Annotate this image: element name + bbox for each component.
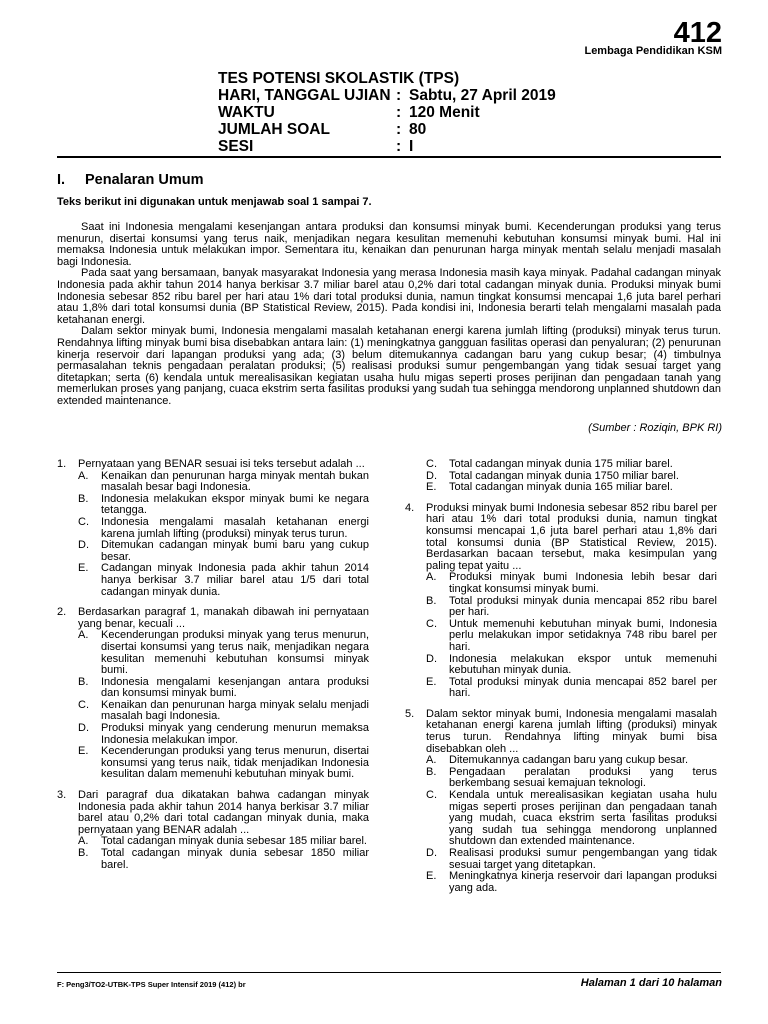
answer-option[interactable] <box>78 700 369 723</box>
answer-option[interactable] <box>426 619 717 654</box>
option-text: Kenaikan dan penurunan harga minyak selalu menjadi masalah bagi Indonesia. <box>101 698 369 723</box>
answer-option[interactable] <box>78 746 369 781</box>
question-stem: Berdasarkan paragraf 1, manakah dibawah ini pernyataan yang benar, kecuali ... <box>78 606 369 630</box>
page-indicator: Halaman 1 dari 10 halaman <box>580 977 722 989</box>
option-letter: A. <box>78 835 89 848</box>
answer-option[interactable] <box>78 471 369 494</box>
option-letter: B. <box>426 765 437 778</box>
option-list <box>78 836 369 871</box>
exam-info-key: WAKTU <box>218 104 275 121</box>
option-letter: E. <box>78 745 89 758</box>
option-text: Total produksi minyak dunia mencapai 852 barel per hari. <box>449 675 717 700</box>
option-text: Untuk memenuhi kebutuhan minyak bumi, Indonesia perlu melakukan impor setidaknya 748 ribu barel per hari. <box>449 617 717 653</box>
option-letter: B. <box>78 492 89 505</box>
exam-info-row <box>218 87 728 104</box>
option-letter: D. <box>426 847 437 859</box>
option-letter: B. <box>426 594 437 607</box>
option-letter: B. <box>78 675 89 688</box>
questions-left-column <box>57 459 369 880</box>
exam-info-row <box>218 104 728 121</box>
question-number: 5. <box>405 707 415 720</box>
option-text: Kecenderungan produksi minyak yang terus menurun, disertai konsumsi yang terus naik, menjadikan negara kesulitan memenuhi kebutuhan konsumsi minyak bumi. <box>101 629 369 677</box>
exam-info-value: I <box>409 138 414 155</box>
question-3 <box>57 790 369 871</box>
option-text: Kecenderungan produksi yang terus menurun, disertai konsumsi yang terus naik, tidak menjadikan Indonesia kesulitan dalam memenuhi kebutuhan minyak bumi. <box>101 745 369 781</box>
question-stem: Pernyataan yang BENAR sesuai isi teks tersebut adalah ... <box>78 458 365 470</box>
exam-info-value: 120 Menit <box>409 104 480 121</box>
question-stem: Dari paragraf dua dikatakan bahwa cadangan minyak Indonesia pada akhir tahun 2014 hanya berkisar 3.7 miliar barel atau 0,2% dari total cadangan minyak dunia, maka pernyataan yang BENAR adalah ... <box>78 789 369 836</box>
question-5 <box>405 709 717 895</box>
option-letter: E. <box>426 481 437 494</box>
option-text: Produksi minyak bumi Indonesia lebih besar dari tingkat konsumsi minyak bumi. <box>449 571 717 595</box>
answer-option[interactable] <box>426 871 717 894</box>
question-number: 1. <box>57 458 67 470</box>
question-1 <box>57 459 369 598</box>
answer-option[interactable] <box>78 630 369 676</box>
exam-info-key: JUMLAH SOAL <box>218 121 330 138</box>
passage-source: (Sumber : Roziqin, BPK RI) <box>588 422 722 434</box>
answer-option[interactable] <box>426 677 717 700</box>
exam-info-key: SESI <box>218 138 254 155</box>
option-text: Cadangan minyak Indonesia pada akhir tahun 2014 hanya berkisar 3.7 miliar barel atau 1/5 dari total cadangan minyak dunia. <box>101 562 369 598</box>
option-text: Indonesia melakukan ekspor untuk memenuhi kebutuhan minyak dunia. <box>449 652 717 677</box>
option-text: Total cadangan minyak dunia sebesar 1850 miliar barel. <box>101 847 369 871</box>
question-4 <box>405 503 717 700</box>
exam-title: TES POTENSI SKOLASTIK (TPS) <box>218 70 460 87</box>
exam-info-row <box>218 138 728 155</box>
answer-option[interactable] <box>78 517 369 540</box>
option-list <box>426 459 717 494</box>
option-text: Produksi minyak yang cenderung menurun memaksa Indonesia melakukan impor. <box>101 722 369 746</box>
option-letter: A. <box>78 629 89 642</box>
option-letter: E. <box>78 562 89 575</box>
option-letter: D. <box>426 469 437 482</box>
section-title: Penalaran Umum <box>85 172 204 188</box>
option-letter: C. <box>426 789 437 802</box>
exam-info-key: HARI, TANGGAL UJIAN <box>218 87 391 104</box>
exam-info-colon: : <box>396 87 402 104</box>
question-number: 4. <box>405 501 415 514</box>
exam-info-row <box>218 121 728 138</box>
option-letter: C. <box>426 458 437 470</box>
option-text: Ditemukan cadangan minyak bumi baru yang cukup besar. <box>101 539 369 563</box>
option-text: Kendala untuk merealisasikan kegiatan usaha hulu migas seperti proses perijinan dan pengadaan tanah yang mudah, cuaca ekstrim serta fasilitas produksi yang sudah tua sehingga mendorong unplanned shutdown dan extended maintenance. <box>449 789 717 848</box>
header-divider <box>57 156 721 158</box>
question-stem: Produksi minyak bumi Indonesia sebesar 852 ribu barel per hari atau 1% dari total produksi dunia, namun tingkat konsumsi mencapai 1,6 juta barel perhari atau 1,8% dari total konsumsi dunia (BP Statistical Review, 2015). Berdasarkan bacaan tersebut, maka kesimpulan yang paling tepat yaitu ... <box>426 501 717 572</box>
answer-option[interactable] <box>426 654 717 677</box>
option-text: Indonesia mengalami masalah ketahanan energi karena jumlah lifting (produksi) minyak terus turun. <box>101 515 369 540</box>
answer-option[interactable] <box>78 677 369 700</box>
option-text: Indonesia melakukan ekspor minyak bumi ke negara tetangga. <box>101 492 369 517</box>
document-code: 412 <box>673 17 722 49</box>
option-letter: A. <box>426 754 437 767</box>
option-list <box>78 471 369 599</box>
institution-name: Lembaga Pendidikan KSM <box>584 45 722 57</box>
section-heading <box>57 172 203 188</box>
passage-paragraph: Dalam sektor minyak bumi, Indonesia mengalami masalah ketahanan energi karena jumlah lifting (produksi) minyak terus turun. Rendahnya lifting minyak bumi bisa disebabkan antara lain: (1) meningkatnya gangguan fasilitas operasi dan penyaluran; (2) penurunan kinerja reservoir dari lapangan produksi yang ada; (3) belum ditemukannya cadangan baru yang cukup besar; (4) timbulnya permasalahan teknis pengadaan peralatan produksi; (5) realisasi produksi sumur pengembangan yang tidak sesuai target yang ditetapkan; serta (6) kendala untuk merealisasikan kegiatan usaha hulu migas seperti proses perijinan dan pengadaan tanah yang memerlukan proses yang panjang, cuaca ekstrim serta fasilitas produksi yang sudah tua sehingga mendorong unplanned shutdown dan extended maintenance. <box>57 325 721 407</box>
option-letter: E. <box>426 870 437 883</box>
answer-option[interactable] <box>78 540 369 563</box>
option-text: Total cadangan minyak dunia 165 miliar barel. <box>449 481 673 494</box>
exam-info-colon: : <box>396 121 402 138</box>
option-text: Total cadangan minyak dunia sebesar 185 miliar barel. <box>101 835 367 848</box>
answer-option[interactable] <box>78 848 369 871</box>
option-letter: B. <box>78 847 89 859</box>
answer-option[interactable] <box>426 596 717 619</box>
option-list <box>426 755 717 894</box>
exam-info-row <box>218 70 728 87</box>
option-letter: A. <box>426 571 437 584</box>
question-number: 2. <box>57 606 67 619</box>
option-text: Meningkatnya kinerja reservoir dari lapangan produksi yang ada. <box>449 870 717 894</box>
option-letter: D. <box>426 652 437 665</box>
exam-info-value: 80 <box>409 121 427 138</box>
option-text: Total cadangan minyak dunia 175 miliar barel. <box>449 458 673 470</box>
reading-passage <box>57 222 721 408</box>
option-letter: C. <box>426 617 437 630</box>
option-list <box>78 630 369 781</box>
passage-paragraph: Saat ini Indonesia mengalami kesenjangan antara produksi dan konsumsi minyak bumi. Kecenderungan produksi yang terus menurun, disertai konsumsi yang terus naik, menjadikan negara kesulitan memenuhi kebutuhan konsumsi minyak bumi. Hal ini memaksa Indonesia untuk melakukan impor. Sementara itu, kenaikan dan penurunan harga minyak mentah selalu menjadi masalah bagi Indonesia. <box>57 221 721 268</box>
exam-info-colon: : <box>396 104 402 121</box>
answer-option[interactable] <box>426 767 717 790</box>
exam-info-value: Sabtu, 27 April 2019 <box>409 87 556 104</box>
footer-document-ref: F: Peng3/TO2-UTBK-TPS Super Intensif 2019 (412) br <box>57 980 246 989</box>
exam-info-block <box>218 70 728 155</box>
answer-option[interactable] <box>78 494 369 517</box>
footer-divider <box>57 972 721 973</box>
question-3-continued <box>405 459 717 494</box>
question-stem: Dalam sektor minyak bumi, Indonesia mengalami masalah ketahanan energi karena jumlah lifting (produksi) minyak terus turun. Rendahnya lifting minyak bumi bisa disebabkan oleh ... <box>426 707 717 755</box>
option-list <box>426 572 717 700</box>
passage-paragraph: Pada saat yang bersamaan, banyak masyarakat Indonesia yang merasa Indonesia masih kaya minyak. Padahal cadangan minyak Indonesia pada akhir tahun 2014 hanya berkisar 3.7 miliar barel atau 0,2% dari total cadangan minyak dunia. Produksi minyak bumi Indonesia sebesar 852 ribu barel per hari atau 1% dari total produksi dunia, namun tingkat konsumsi mencapai 1,6 juta barel perhari atau 1,8% dari total konsumsi dunia (BP Statistical Review, 2015). Pada kondisi ini, Indonesia berarti telah mengalami masalah pada ketahanan energi. <box>57 267 721 326</box>
option-text: Ditemukannya cadangan baru yang cukup besar. <box>449 754 689 767</box>
passage-instruction: Teks berikut ini digunakan untuk menjawab soal 1 sampai 7. <box>57 196 372 208</box>
option-text: Indonesia mengalami kesenjangan antara produksi dan konsumsi minyak bumi. <box>101 675 369 700</box>
answer-option[interactable] <box>426 482 717 494</box>
option-letter: A. <box>78 469 89 482</box>
section-number: I. <box>57 172 66 188</box>
option-text: Total cadangan minyak dunia 1750 miliar barel. <box>449 469 679 482</box>
answer-option[interactable] <box>78 723 369 746</box>
question-number: 3. <box>57 789 67 802</box>
option-letter: D. <box>78 539 89 552</box>
answer-option[interactable] <box>78 563 369 598</box>
option-text: Total produksi minyak dunia mencapai 852 ribu barel per hari. <box>449 594 717 619</box>
option-letter: C. <box>78 698 89 711</box>
answer-option[interactable] <box>426 848 717 871</box>
option-letter: D. <box>78 722 89 735</box>
option-text: Pengadaan peralatan produksi yang terus berkembang sesuai kemajuan teknologi. <box>449 765 717 790</box>
questions-right-column <box>405 459 717 903</box>
option-letter: E. <box>426 675 437 688</box>
option-text: Realisasi produksi sumur pengembangan yang tidak sesuai target yang ditetapkan. <box>449 847 717 871</box>
option-text: Kenaikan dan penurunan harga minyak mentah bukan masalah besar bagi Indonesia. <box>101 469 369 494</box>
answer-option[interactable] <box>426 790 717 848</box>
option-letter: C. <box>78 515 89 528</box>
exam-info-colon: : <box>396 138 402 155</box>
answer-option[interactable] <box>426 572 717 595</box>
question-2 <box>57 607 369 781</box>
